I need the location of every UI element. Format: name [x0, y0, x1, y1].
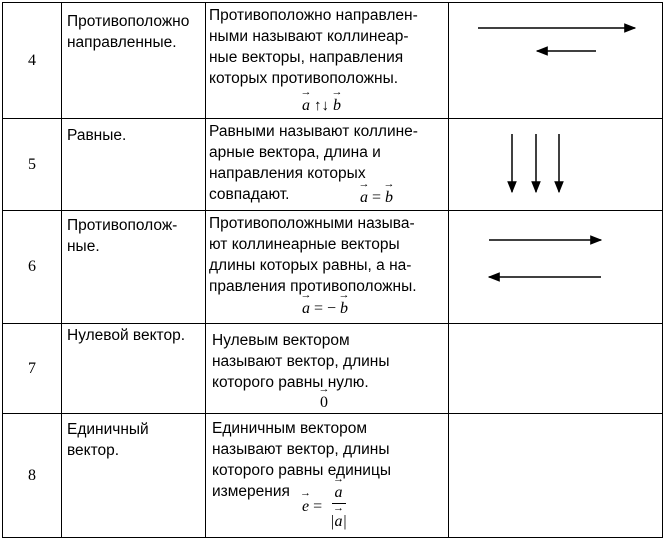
table-row: [3, 119, 663, 211]
vector-e: → e: [302, 498, 309, 516]
denominator: → |a|: [330, 513, 347, 531]
term-name: Равные.: [67, 127, 127, 144]
formula-operator: =: [372, 189, 382, 206]
term-name: Нулевой вектор.: [67, 327, 186, 344]
formula-operator: =: [313, 498, 323, 516]
numerator: → a: [335, 484, 343, 502]
term-definition: Равными называют коллине- арные вектора, длина и направления которых совпадают.: [209, 123, 418, 203]
table-row: [3, 3, 663, 119]
term-definition: Нулевым вектором называют вектор, длины которого равны нулю.: [212, 332, 390, 391]
opposite-directed-arrows: [449, 3, 654, 118]
row-number: 6: [3, 211, 62, 324]
term-name: Противополож- ные.: [67, 217, 178, 255]
zero-vector: → 0: [320, 394, 328, 412]
vector-b: → b: [340, 300, 348, 318]
vector-definitions-table: [2, 2, 663, 538]
vector-a: → a: [302, 97, 310, 115]
equal-vectors-arrows: [449, 119, 654, 211]
formula-operator: ↑↓: [314, 98, 329, 114]
vector-a: → a: [302, 300, 310, 318]
row-number: 5: [3, 119, 62, 211]
formula: [302, 300, 348, 318]
table-row: [3, 414, 663, 538]
term-name: Единичный вектор.: [67, 421, 149, 459]
illustration-opposite: [449, 211, 663, 324]
table-row: [3, 211, 663, 324]
term-definition: Противоположно направлен- ными называют коллинеар- ные векторы, направления которых противоположны.: [209, 7, 418, 87]
formula: [320, 394, 328, 412]
illustration-empty: [449, 324, 663, 414]
vector-b: → b: [385, 189, 393, 207]
illustration-equal: [449, 119, 663, 211]
vector-b: → b: [333, 97, 341, 115]
row-number: 4: [3, 3, 62, 119]
opposite-vectors-arrows: [449, 211, 654, 323]
formula: [302, 97, 341, 115]
formula: [360, 189, 393, 207]
formula: [302, 484, 347, 531]
term-name: Противоположно направленные.: [67, 13, 190, 51]
term-definition: Противоположными называ- ют коллинеарные векторы длины которых равны, а на- правления противоположны.: [209, 215, 417, 295]
fraction: [330, 484, 347, 531]
vector-a: → a: [360, 189, 368, 207]
formula-operator: = −: [314, 300, 337, 317]
illustration-empty: [449, 414, 663, 538]
term-definition: Единичным вектором называют вектор, длины которого равны единицы измерения: [212, 420, 391, 500]
illustration-opposite-directed: [449, 3, 663, 119]
table-row: [3, 324, 663, 414]
row-number: 8: [3, 414, 62, 538]
row-number: 7: [3, 324, 62, 414]
